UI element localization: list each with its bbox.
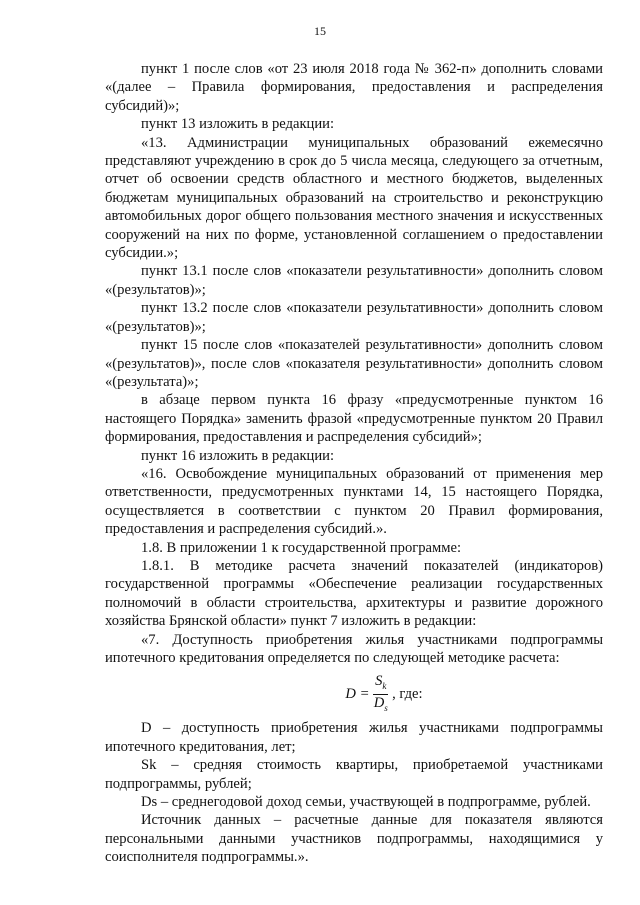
paragraph: D – доступность приобретения жилья участниками подпрограммы ипотечного кредитования, лет; (105, 720, 603, 755)
document-body (105, 60, 603, 867)
paragraph: пункт 13 изложить в редакции: (141, 116, 335, 133)
paragraph: пункт 13.1 после слов «показатели результативности» дополнить словом «(результатов)»; (105, 263, 603, 298)
formula-numerator: $S_k$ (373, 673, 388, 695)
paragraph: «7. Доступность приобретения жилья участниками подпрограммы ипотечного кредитования определяется по следующей методике расчета: (105, 631, 603, 666)
paragraph: в абзаце первом пункта 16 фразу «предусмотренные пунктом 16 настоящего Порядка» заменить фразой «предусмотренные пунктом 20 Правил формирования, предоставления и распределения субсидий»; (105, 392, 603, 446)
paragraph: Ds – среднегодовой доход семьи, участвующей в подпрограмме, рублей. (141, 794, 591, 811)
paragraph: пункт 16 изложить в редакции: (141, 447, 335, 464)
paragraph: Источник данных – расчетные данные для показателя являются персональными данными участников подпрограммы, находящимися у соисполнителя подпрограммы.». (105, 812, 603, 866)
formula-denominator: $D_s$ (373, 695, 388, 714)
paragraph: 1.8.1. В методике расчета значений показателей (индикаторов) государственной программы «Обеспечение реализации государственных полномочий в области строительства, архитектуры и развитие дорожного хозяйства Брянской области» пункт 7 изложить в редакции: (105, 557, 603, 630)
paragraph: пункт 1 после слов «от 23 июля 2018 года № 362-п» дополнить словами «(далее – Правила формирования, предоставления и распределения субсидий)»; (105, 61, 603, 114)
paragraph: пункт 13.2 после слов «показатели результативности» дополнить словом «(результатов)»; (105, 300, 603, 335)
formula-tail: , где: (392, 686, 423, 703)
paragraph: «16. Освобождение муниципальных образований от применения мер ответственности, предусмотренных пунктами 14, 15 настоящего Порядка, осуществляется в соответствии с пунктом 20 Правил формирования, предоставления и распределения субсидий.». (105, 465, 603, 538)
paragraph: Sk – средняя стоимость квартиры, приобретаемой участниками подпрограммы, рублей; (105, 757, 603, 792)
paragraph: 1.8. В приложении 1 к государственной программе: (141, 539, 462, 556)
formula (165, 673, 603, 713)
paragraph: «13. Администрации муниципальных образований ежемесячно представляют учреждению в срок до 5 числа месяца, следующего за отчетным, отчет об освоении средств областного и местного бюджетов, выделенных бюджетам муниципальных образований на строительство и реконструкцию автомобильных дорог общего пользования местного значения и искусственных сооружений на них по форме, установленной соглашением о предоставлении субсидии.»; (105, 134, 603, 262)
page-number: 15 (314, 24, 326, 38)
formula-lhs: D = (345, 686, 370, 703)
paragraph: пункт 15 после слов «показателей результативности» дополнить словом «(результатов)», после слов «показателя результативности» дополнить словом «(результата)»; (105, 337, 603, 390)
formula-fraction (373, 673, 388, 716)
